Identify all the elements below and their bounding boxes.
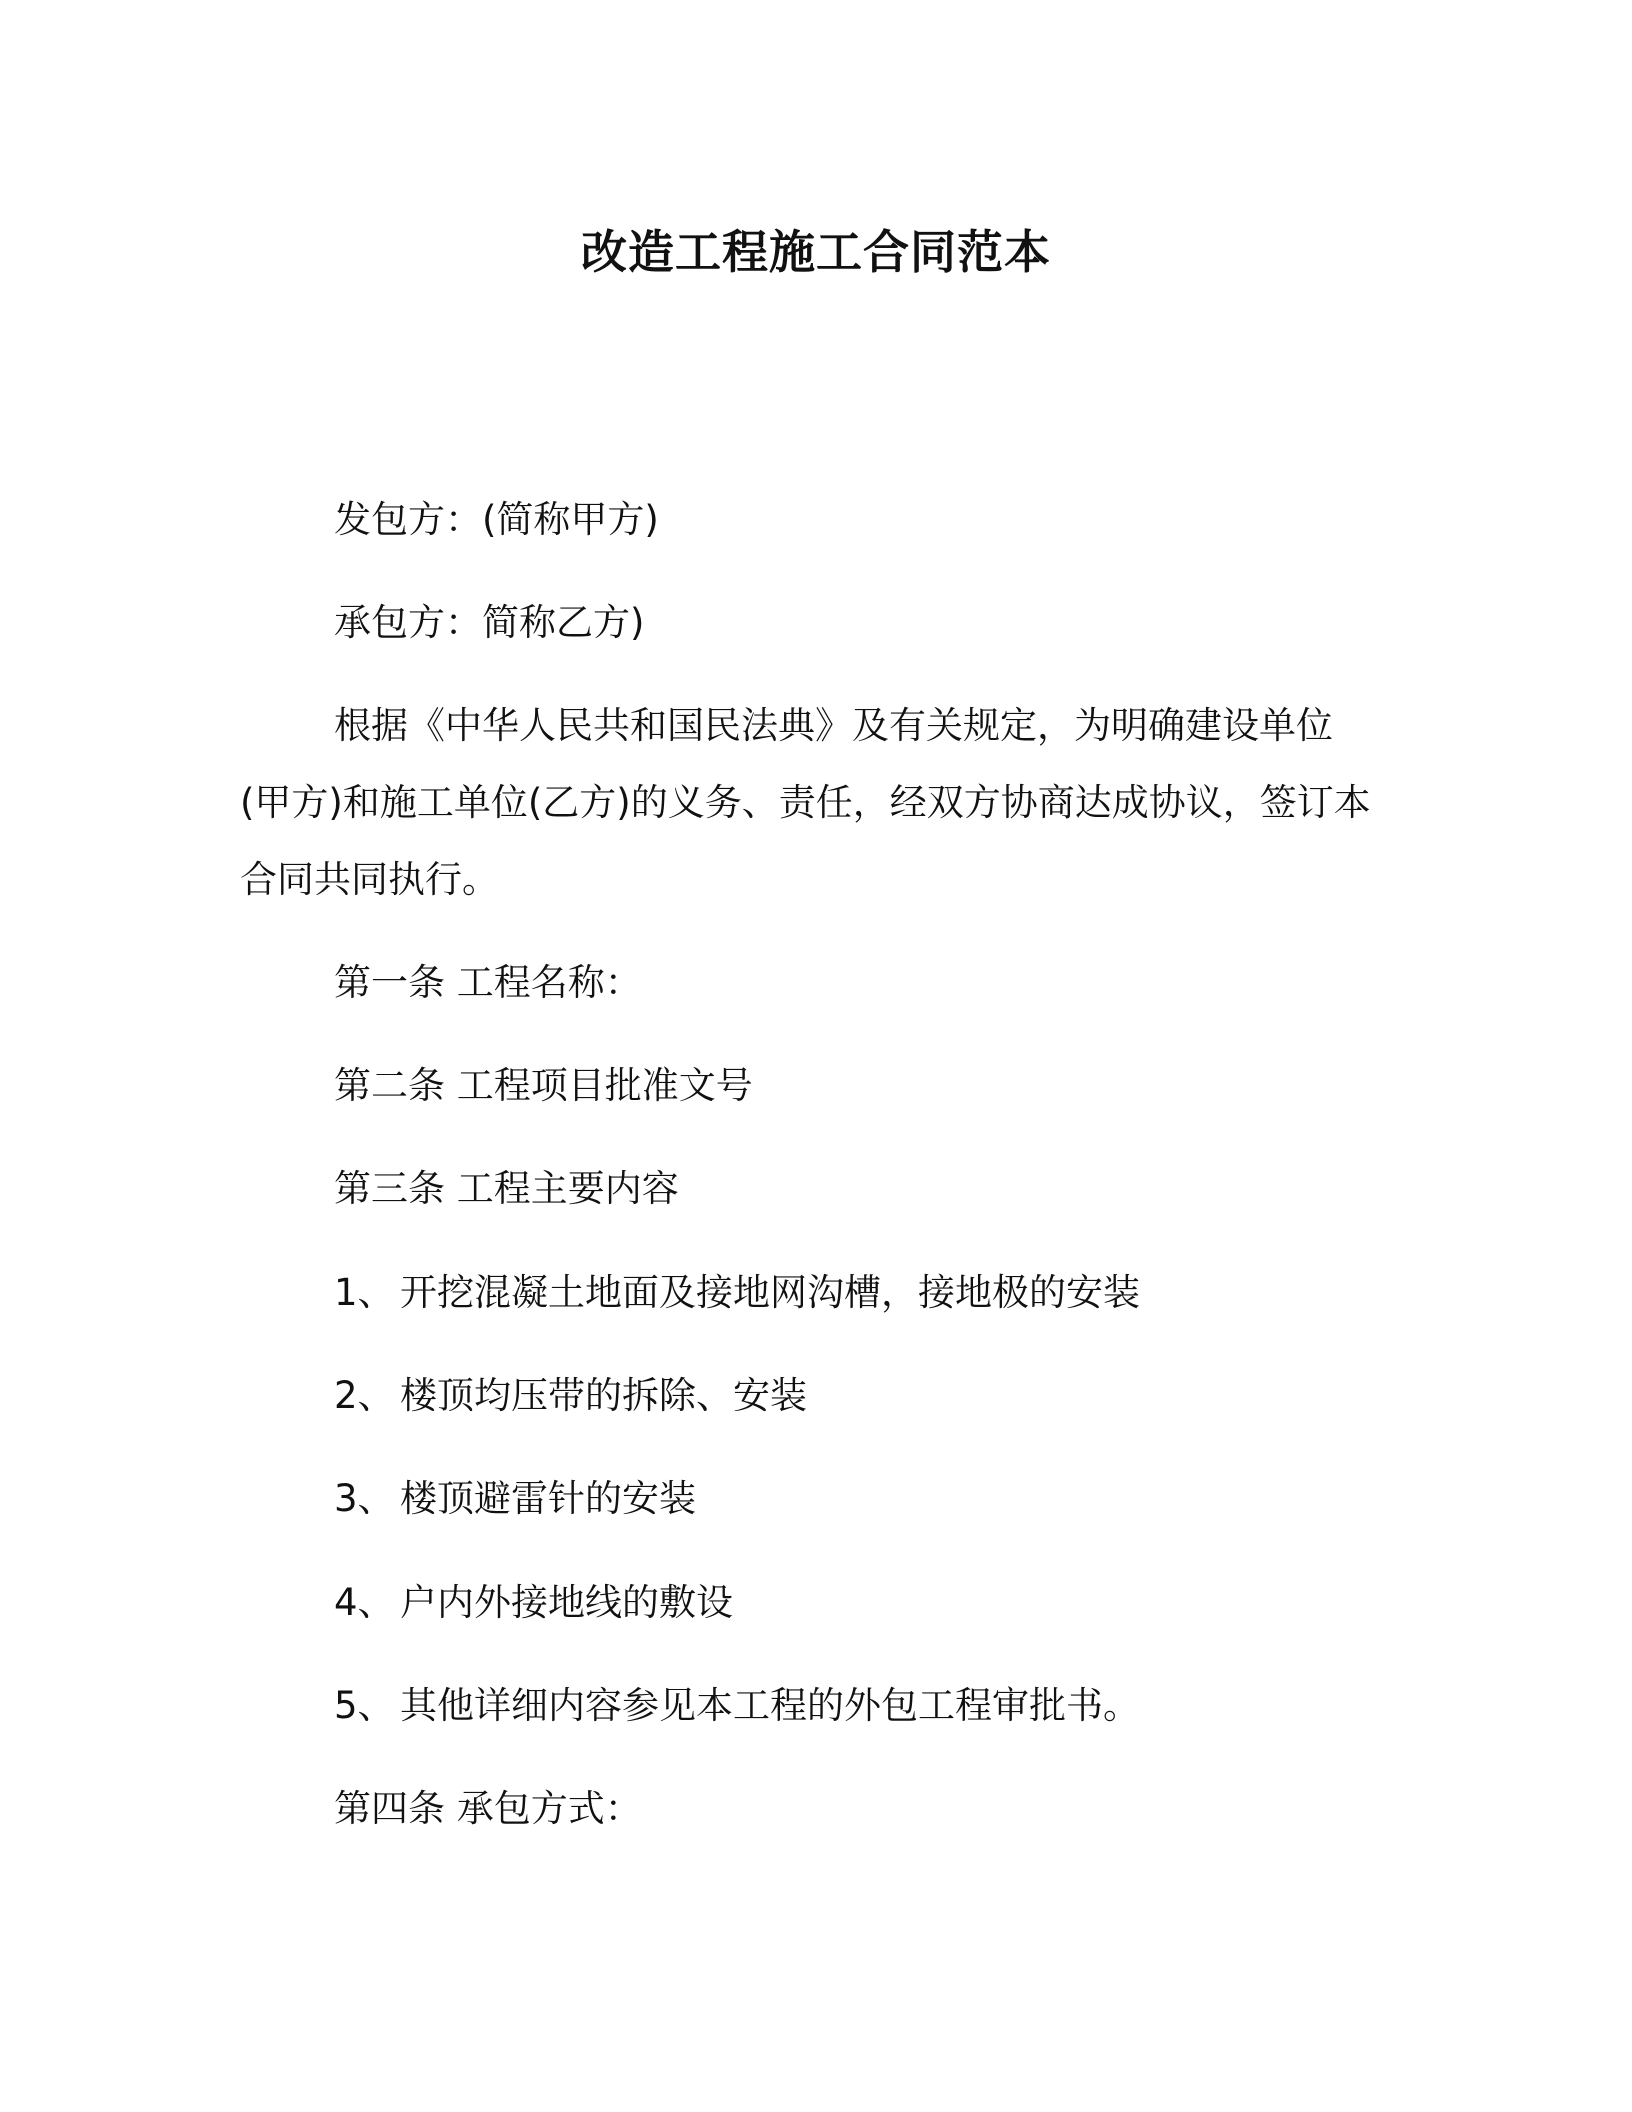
article-3-heading: 第三条 工程主要内容 bbox=[334, 1167, 679, 1210]
list-item bbox=[334, 1681, 1140, 1731]
article-1-heading: 第一条 工程名称： bbox=[334, 961, 642, 1004]
list-item bbox=[334, 1474, 696, 1524]
document-title: 改造工程施工合同范本 bbox=[581, 225, 1051, 279]
list-item bbox=[334, 1578, 733, 1628]
list-item-number: 2、 bbox=[334, 1374, 395, 1417]
party-b-line: 承包方：简称乙方) bbox=[334, 601, 645, 644]
list-item-text: 户内外接地线的敷设 bbox=[400, 1581, 733, 1624]
list-item bbox=[334, 1268, 1140, 1318]
list-item-number: 1、 bbox=[334, 1271, 395, 1314]
list-item-number: 4、 bbox=[334, 1581, 395, 1624]
list-item-text: 楼顶避雷针的安装 bbox=[400, 1477, 696, 1520]
list-item bbox=[334, 1371, 807, 1421]
preamble-line-2: (甲方)和施工单位(乙方)的义务、责任，经双方协商达成协议，签订本 bbox=[240, 781, 1371, 824]
preamble-line-1: 根据《中华人民共和国民法典》及有关规定，为明确建设单位 bbox=[334, 704, 1333, 747]
preamble-line-3: 合同共同执行。 bbox=[240, 858, 499, 901]
list-item-number: 3、 bbox=[334, 1477, 395, 1520]
list-item-text: 楼顶均压带的拆除、安装 bbox=[400, 1374, 807, 1417]
list-item-text: 其他详细内容参见本工程的外包工程审批书。 bbox=[400, 1684, 1140, 1727]
party-a-line: 发包方：(简称甲方) bbox=[334, 498, 659, 541]
article-4-heading: 第四条 承包方式： bbox=[334, 1787, 642, 1830]
list-item-number: 5、 bbox=[334, 1684, 395, 1727]
article-2-heading: 第二条 工程项目批准文号 bbox=[334, 1064, 753, 1107]
list-item-text: 开挖混凝土地面及接地网沟槽，接地极的安装 bbox=[400, 1271, 1140, 1314]
